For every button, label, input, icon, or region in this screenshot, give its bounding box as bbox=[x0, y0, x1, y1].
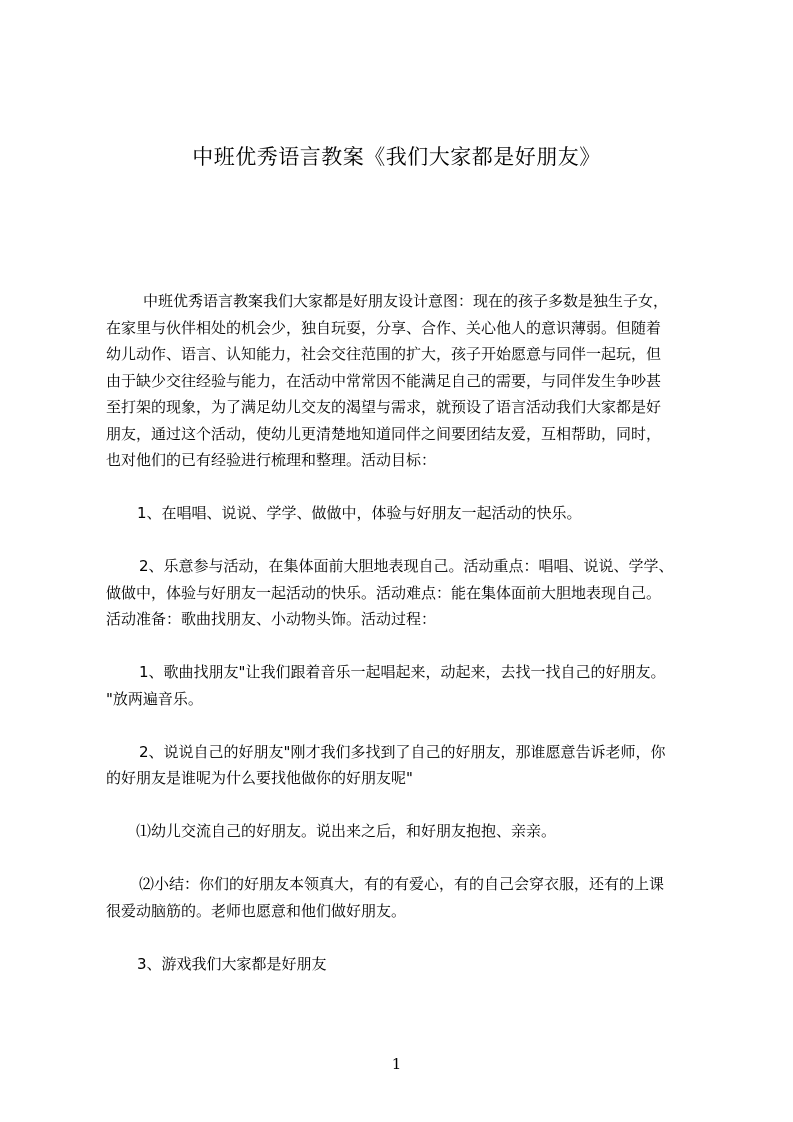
paragraph-step-3 bbox=[106, 951, 706, 978]
text-line: 2、说说自己的好朋友"刚才我们多找到了自己的好朋友，那谁愿意告诉老师，你 bbox=[139, 742, 666, 761]
text-line: 由于缺少交往经验与能力，在活动中常常因不能满足自己的需要，与同伴发生争吵甚 bbox=[106, 371, 662, 390]
text-line: "放两遍音乐。 bbox=[106, 689, 203, 708]
document-title: 中班优秀语言教案《我们大家都是好朋友》 bbox=[192, 145, 601, 169]
text-line: ⑵小结：你们的好朋友本领真大，有的有爱心，有的自己会穿衣服，还有的上课 bbox=[139, 875, 665, 893]
paragraph-step-2 bbox=[106, 739, 706, 792]
text-line: 至打架的现象，为了满足幼儿交友的渴望与需求，就预设了语言活动我们大家都是好 bbox=[106, 398, 662, 416]
text-line: 1、在唱唱、说说、学学、做做中，体验与好朋友一起活动的快乐。 bbox=[137, 504, 582, 522]
text-line: 活动准备：歌曲找朋友、小动物头饰。活动过程： bbox=[106, 610, 437, 628]
document-body bbox=[106, 288, 706, 1004]
page-number: 1 bbox=[391, 1055, 402, 1073]
paragraph-goal-2 bbox=[106, 553, 706, 633]
paragraph-substep-2 bbox=[106, 871, 706, 924]
paragraph-step-1 bbox=[106, 659, 706, 712]
text-line: 也对他们的已有经验进行梳理和整理。活动目标： bbox=[106, 451, 437, 469]
paragraph-goal-1 bbox=[106, 500, 706, 527]
text-line: 很爱动脑筋的。老师也愿意和他们做好朋友。 bbox=[106, 901, 407, 920]
text-line: 1、歌曲找朋友"让我们跟着音乐一起唱起来，动起来，去找一找自己的好朋友。 bbox=[139, 663, 666, 681]
text-line: 的好朋友是谁呢为什么要找他做你的好朋友呢" bbox=[106, 769, 413, 787]
text-line: 朋友，通过这个活动，使幼儿更清楚地知道同伴之间要团结友爱，互相帮助，同时， bbox=[106, 424, 662, 443]
text-line: ⑴幼儿交流自己的好朋友。说出来之后，和好朋友抱抱、亲亲。 bbox=[136, 822, 557, 840]
text-line: 3、游戏我们大家都是好朋友 bbox=[137, 954, 327, 973]
paragraph-design-intent bbox=[106, 288, 706, 474]
text-line: 做做中，体验与好朋友一起活动的快乐。活动难点：能在集体面前大胆地表现自己。 bbox=[106, 583, 662, 602]
text-line: 在家里与伙伴相处的机会少，独自玩耍，分享、合作、关心他人的意识薄弱。但随着 bbox=[106, 318, 662, 337]
paragraph-substep-1 bbox=[106, 818, 706, 845]
text-line: 2、乐意参与活动，在集体面前大胆地表现自己。活动重点：唱唱、说说、学学、 bbox=[139, 557, 674, 575]
text-line: 幼儿动作、语言、认知能力，社会交往范围的扩大，孩子开始愿意与同伴一起玩，但 bbox=[106, 345, 662, 363]
text-line: 中班优秀语言教案我们大家都是好朋友设计意图：现在的孩子多数是独生子女， bbox=[143, 292, 669, 310]
